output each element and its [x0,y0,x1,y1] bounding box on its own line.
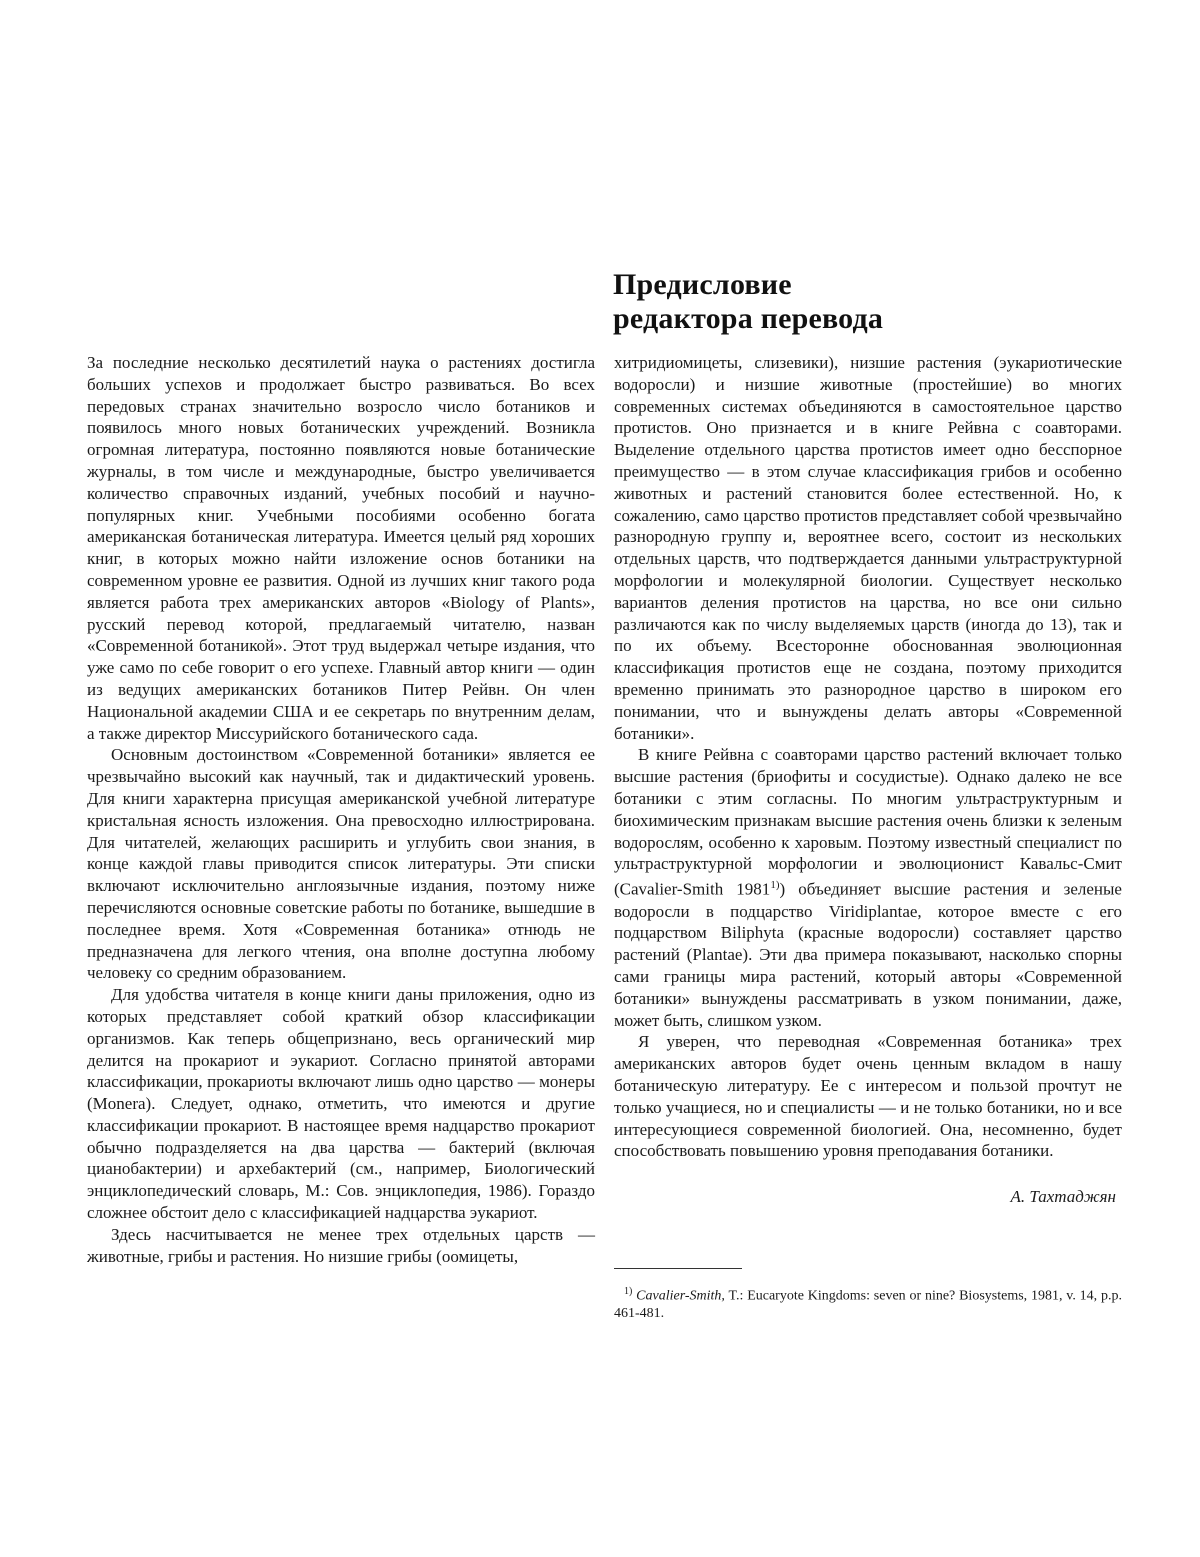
paragraph: Я уверен, что переводная «Современная ботаника» трех американских авторов будет очень ценным вкладом в нашу ботаническую литературу. Ее с интересом и пользой прочтут не только учащиеся, но и специалисты — и не только ботаники, но и все интересующиеся современной биологией. Она, несомненно, будет способствовать повышению уровня преподавания ботаники. [614,1032,1122,1161]
footnote [614,1283,1122,1322]
paragraph: Основным достоинством «Современной ботаники» является ее чрезвычайно высокий как научный, так и дидактический уровень. Для книги характерна присущая американской учебной литературе кристальная ясность изложения. Она превосходно иллюстрирована. Для читателей, желающих расширить и углубить свои знания, в конце каждой главы приводится список литературы. Эти списки включают исключительно англоязычные издания, поэтому ниже перечисляются основные советские работы по ботанике, вышедшие в последнее время. Хотя «Современная ботаника» отнюдь не предназначена для легкого чтения, она вполне доступна любому человеку со средним образованием. [87,745,595,983]
signature: А. Тахтаджян [1010,1187,1116,1207]
paragraph [614,744,1122,1031]
title-line-2: редактора перевода [613,302,884,336]
paragraph: За последние несколько десятилетий наука о растениях достигла больших успехов и продолжает быстро развиваться. Во всех передовых странах значительно возросло число ботаников и появилось много новых ботанических учреждений. Возникла огромная литература, постоянно появляются новые ботанические журналы, в том числе и международные, быстро увеличивается количество справочных изданий, учебных пособий и научно-популярных книг. Учебными пособиями особенно богата американская ботаническая литература. Имеется целый ряд хороших книг, в которых можно найти изложение основ ботаники на современном уровне ее развития. Одной из лучших книг такого рода является работа трех американских авторов «Biology of Plants», русский перевод которой, предлагаемый читателю, назван «Современной ботаникой». Этот труд выдержал четыре издания, что уже само по себе говорит о его успехе. Главный автор книги — один из ведущих американских ботаников Питер Рейвн. Он член Национальной академии США и ее секретарь по внутренним делам, а также директор Миссурийского ботанического сада. [87,353,595,743]
paragraph: Здесь насчитывается не менее трех отдельных царств — животные, грибы и растения. Но низшие грибы (оомицеты, [87,1224,595,1266]
footnote-reference: 1) [770,879,780,892]
footnote-marker: 1) [624,1286,633,1297]
paragraph: Для удобства читателя в конце книги даны приложения, одно из которых представляет собой краткий обзор классификации организмов. Как теперь общепризнано, весь органический мир делится на прокариот и эукариот. Согласно принятой авторами классификации, прокариоты включают лишь одно царство — монеры (Monera). Следует, однако, отметить, что имеются и другие классификации прокариот. В настоящее время надцарство прокариот обычно подразделяется на два царства — бактерий (включая цианобактерии) и архебактерий (см., например, Биологический энциклопедический словарь, М.: Сов. энциклопедия, 1986). Гораздо сложнее обстоит дело с классификацией надцарства эукариот. [87,985,595,1223]
left-column [87,352,595,1267]
page-title [613,268,1133,336]
right-column [614,352,1122,1208]
paragraph-text: ) объединяет высшие растения и зеленые водоросли в подцарство Viridiplantae, которое вместе с его подцарством Biliphyta (красные водоросли) составляет царство растений (Plantae). Эти два примера показывают, насколько спорны сами границы мира растений, который авторы «Современной ботаники» вынуждены рассматривать в узком понимании, даже, может быть, слишком узком. [614,879,1122,1030]
footnote-divider [614,1268,742,1269]
paragraph: хитридиомицеты, слизевики), низшие растения (эукариотические водоросли) и низшие животные (простейшие) во многих современных системах объединяются в самостоятельное царство протистов. Оно признается и в книге Рейвна с соавторами. Выделение отдельного царства протистов имеет одно бесспорное преимущество — в этом случае классификация грибов и особенно животных и растений становится более естественной. Но, к сожалению, само царство протистов представляет собой чрезвычайно разнородную группу и, вероятнее всего, состоит из нескольких отдельных царств, что подтверждается данными ультраструктурной морфологии и молекулярной биологии. Существует несколько вариантов деления протистов на царства, но все они сильно различаются как по числу выделяемых царств (иногда до 13), так и по их объему. Всесторонне обоснованная эволюционная классификация протистов еще не создана, поэтому приходится временно принимать это разнородное царство в широком его понимании, что и вынуждены делать авторы «Современной ботаники». [614,353,1122,743]
title-line-1: Предисловие [613,268,792,302]
footnote-author: Cavalier-Smith, [636,1288,725,1304]
paragraph-text: В книге Рейвна с соавторами царство растений включает только высшие растения (бриофиты и сосудистые). Однако далеко не все ботаники с этим согласны. По многим ультраструктурным и биохимическим признакам высшие растения очень близки к зеленым водорослям, особенно к харовым. Поэтому известный специалист по ультраструктурной морфологии и эволюционист Кавальс-Смит (Cavalier-Smith 1981 [614,745,1122,899]
footnote-text: T.: Eucaryote Kingdoms: seven or nine? Biosystems, 1981, v. 14, p.p. 461-481. [614,1288,1122,1321]
